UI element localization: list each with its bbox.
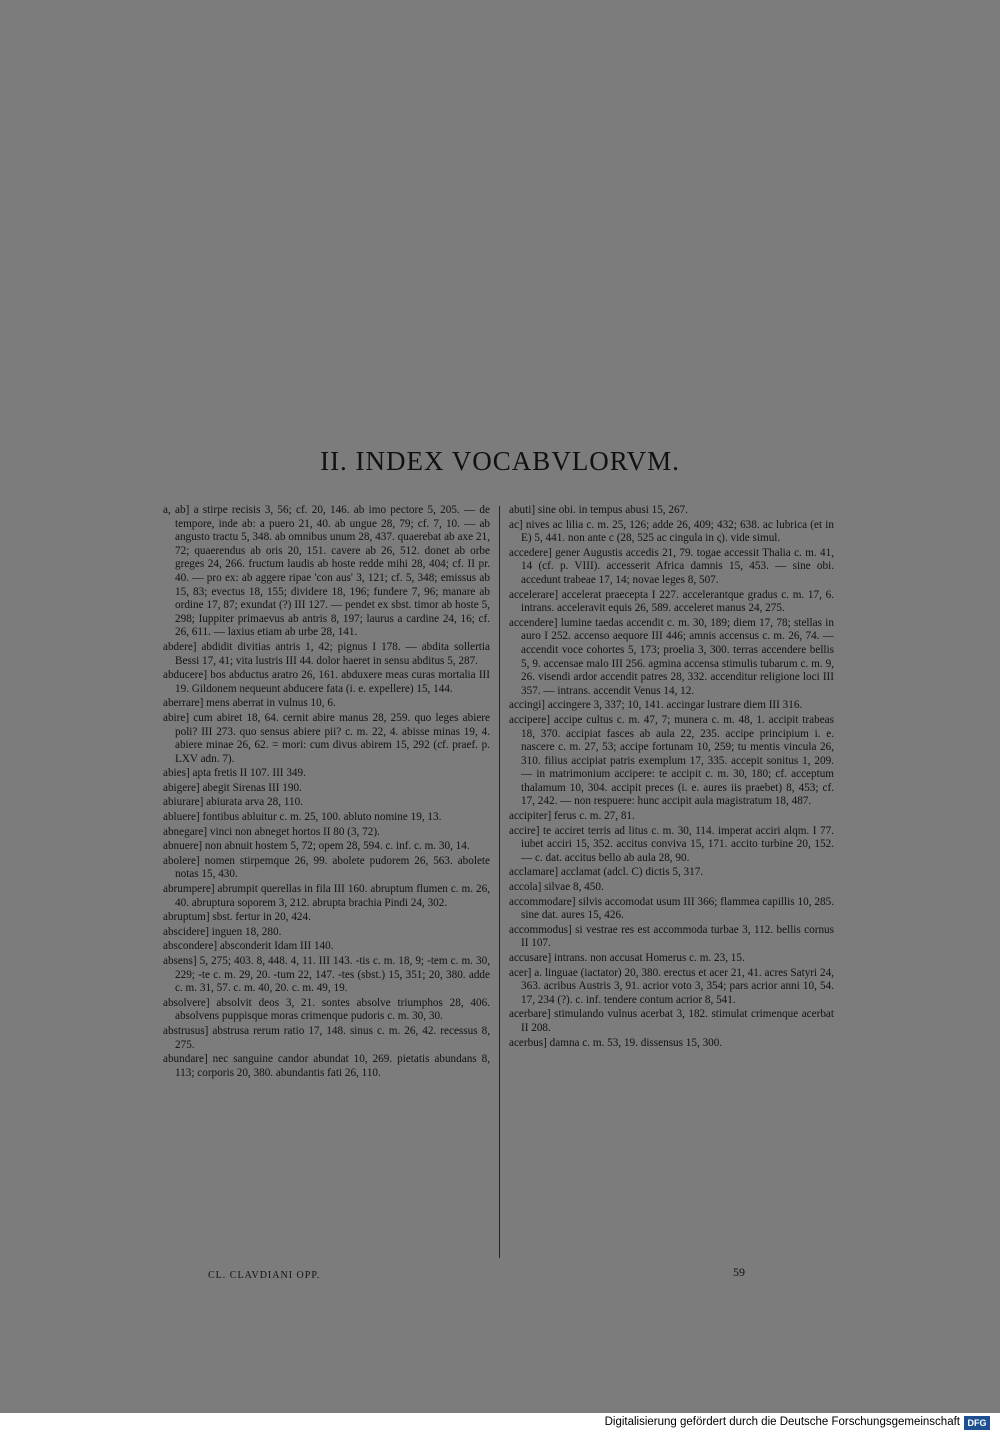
index-entry: accipere] accipe cultus c. m. 47, 7; munera c. m. 48, 1. accipit trabeas 18, 370. accipiat fasces ab aula 22, 235. accipe principium i. e. nascere c. m. 27, 53; accipe fortunam 10, 259; tu mentis vincula 26, 310. filius accipiat patris exemplum 17, 335. accepit sonitus 1, 209. — in matrimonium accipere: te accipit c. m. 30, 180; cf. acceptum thalamum 10, 304. accipit preces (i. e. aures iis praebet) 8, 453; cf. 17, 242. — non respuere: hunc accipit aula magistratum 18, 487.	[509, 713, 834, 808]
funding-notice: Digitalisierung gefördert durch die Deutsche Forschungsgemeinschaft	[604, 1416, 960, 1428]
index-entry: abundare] nec sanguine candor abundat 10, 269. pietatis abundans 8, 113; corporis 20, 380. abundantis fati 26, 110.	[163, 1053, 490, 1079]
index-entry: abruptum] sbst. fertur in 20, 424.	[163, 911, 311, 924]
index-entry: abscondere] absconderit Idam III 140.	[163, 940, 334, 953]
index-entry: abnegare] vinci non abneget hortos II 80 (3, 72).	[163, 825, 380, 838]
page-title: II. INDEX VOCABVLORVM.	[320, 446, 680, 476]
index-entry: accedere] gener Augustis accedis 21, 79. togae accessit Thalia c. m. 41, 14 (cf. p. VIII). accesserit Africa damnis 15, 453. — sine obi. accedunt trabeae 17, 14; novae leges 8, 507.	[509, 546, 834, 586]
index-entry: ac] nives ac lilia c. m. 25, 126; adde 26, 409; 432; 638. ac lubrica (et in E) 5, 441. non ante c (28, 525 ac cingula in ς). vide simul.	[509, 518, 834, 545]
index-entry: a, ab] a stirpe recisis 3, 56; cf. 20, 146. ab imo pectore 5, 205. — de tempore, inde ab: a puero 21, 40. ab ungue 28, 79; cf. 7, 10. — ab angusto tractu 5, 348. ab omnibus unum 28, 437. quaerebat ab axe 21, 72; quaerendus ab oris 20, 151. cavere ab 26, 512. donet ab orbe greges 24, 266. fructum laudis ab hoste redde mihi 28, 404; cf. II pr. 40. — pro ex: ab aggere ripae 'con aus' 3, 121; cf. 5, 348; emissus ab 15, 83; evectus 18, 155; dividere 18, 196; fundere 7, 96; manare ab ordine 17, 87; exundat (?) III 127. — pendet ex sbst. timor ab hoste 5, 298; Iuppiter primaevus ab antris 8, 197; laurus a cardine 24, 16; cf. 26, 611. — laxius etiam ab urbe 28, 141.	[163, 504, 490, 639]
index-entry: acerbare] stimulando vulnus acerbat 3, 182. stimulat crimenque acerbat II 208.	[509, 1008, 834, 1034]
index-entry: accelerare] accelerat praecepta I 227. accelerantque gradus c. m. 17, 6. intrans. acceleravit equis 26, 589. acceleret manus 24, 275.	[509, 588, 834, 615]
index-entry: accendere] lumine taedas accendit c. m. 30, 189; diem 17, 78; stellas in auro I 252. accenso aequore III 446; amnis accensus c. m. 26, 74. — accendit voce cohortes 5, 173; proelia 3, 300. terras accendere bellis 5, 9. accensae malo III 256. agmina accensa stimulis tubarum c. m. 9, 26. visendi ardor accendit patres 28, 332. accenditur religione loci III 357. — intrans. accendit Venus 14, 12.	[509, 616, 834, 697]
index-entry: abscidere] inguen 18, 280.	[163, 925, 282, 938]
index-entry: abuti] sine obi. in tempus abusi 15, 267.	[509, 504, 688, 516]
index-entry: abies] apta fretis II 107. III 349.	[163, 767, 306, 780]
index-entry: abiurare] abiurata arva 28, 110.	[163, 796, 303, 809]
index-entry: abolere] nomen stirpemque 26, 99. abolete pudorem 26, 563. abolete notas 15, 430.	[163, 854, 490, 881]
index-entry: absens] 5, 275; 403. 8, 448. 4, 11. III 143. -tis c. m. 18, 9; -tem c. m. 30, 229; -te c. m. 29, 20. -tum 22, 147. -tes (sbst.) 15, 351; 20, 380. adde c. m. 31, 57. c. m. 40, 20. c. m. 49, 19.	[163, 955, 490, 995]
index-entry: accommodare] silvis accomodat usum III 366; flammea capillis 10, 285. sine dat. aures 15, 426.	[509, 895, 834, 922]
index-entry: abducere] bos abductus aratro 26, 161. abduxere meas curas mortalia III 19. Gildonem nequeunt abducere fata (i. e. expellere) 15, 144.	[163, 669, 490, 695]
index-entry: accola] silvae 8, 450.	[509, 881, 604, 894]
index-entry: accipiter] ferus c. m. 27, 81.	[509, 810, 635, 823]
index-entry: abigere] abegit Sirenas III 190.	[163, 781, 302, 794]
index-entry: accire] te acciret terris ad litus c. m. 30, 114. imperat acciri alqm. I 77. iubet acciri 15, 352. accitus conviva 15, 171. accito turbine 20, 152. — c. dat. accitus bello ab aula 28, 90.	[509, 824, 834, 864]
index-column-left	[163, 504, 490, 1081]
index-entry: abdere] abdidit divitias antris 1, 42; pignus I 178. — abdita sollertia Bessi 17, 41; vita lustris III 44. dolor haeret in sensu abditus 5, 287.	[163, 640, 490, 667]
index-entry: abluere] fontibus abluitur c. m. 25, 100. abluto nomine 19, 13.	[163, 811, 442, 824]
index-entry: abire] cum abiret 18, 64. cernit abire manus 28, 259. quo leges abiere poli? III 273. quo sensus abiere pii? c. m. 22, 4. abisse minas 19, 4. abiere minae 26, 62. = mori: cum divus abirem 15, 292 (cf. praef. p. LXV adn. 7).	[163, 711, 490, 765]
running-footer: CL. CLAVDIANI OPP.	[208, 1270, 321, 1281]
index-entry: abnuere] non abnuit hostem 5, 72; opem 28, 594. c. inf. c. m. 30, 14.	[163, 840, 470, 853]
index-entry: absolvere] absolvit deos 3, 21. sontes absolve triumphos 28, 406. absolvens puppisque moras crimenque pudoris c. m. 30, 30.	[163, 996, 490, 1023]
index-entry: accingi] accingere 3, 337; 10, 141. accingar lustrare diem III 316.	[509, 699, 803, 712]
index-column-right	[509, 504, 834, 1051]
dfg-logo-icon: DFG	[964, 1416, 990, 1430]
index-entry: accommodus] si vestrae res est accommoda turbae 3, 112. bellis cornus II 107.	[509, 923, 834, 950]
index-entry: abstrusus] abstrusa rerum ratio 17, 148. sinus c. m. 26, 42. recessus 8, 275.	[163, 1024, 490, 1051]
index-entry: acclamare] acclamat (adcl. C) dictis 5, 317.	[509, 866, 704, 879]
index-entry: aberrare] mens aberrat in vulnus 10, 6.	[163, 697, 336, 710]
page-number: 59	[733, 1265, 745, 1279]
index-entry: acerbus] damna c. m. 53, 19. dissensus 15, 300.	[509, 1036, 723, 1049]
index-entry: abrumpere] abrumpit querellas in fila III 160. abruptum flumen c. m. 26, 40. abruptura soporem 3, 212. abrupta brachia Pindi 24, 302.	[163, 883, 490, 909]
index-entry: accusare] intrans. non accusat Homerus c. m. 23, 15.	[509, 952, 745, 964]
column-divider	[499, 506, 500, 1258]
index-entry: acer] a. linguae (iactator) 20, 380. erectus et acer 21, 41. acres Satyri 24, 363. acribus Austris 3, 91. acrior voto 3, 354; pars acrior anni 10, 54. 17, 234 (?). c. inf. tendere contum acrior 8, 541.	[509, 966, 834, 1006]
